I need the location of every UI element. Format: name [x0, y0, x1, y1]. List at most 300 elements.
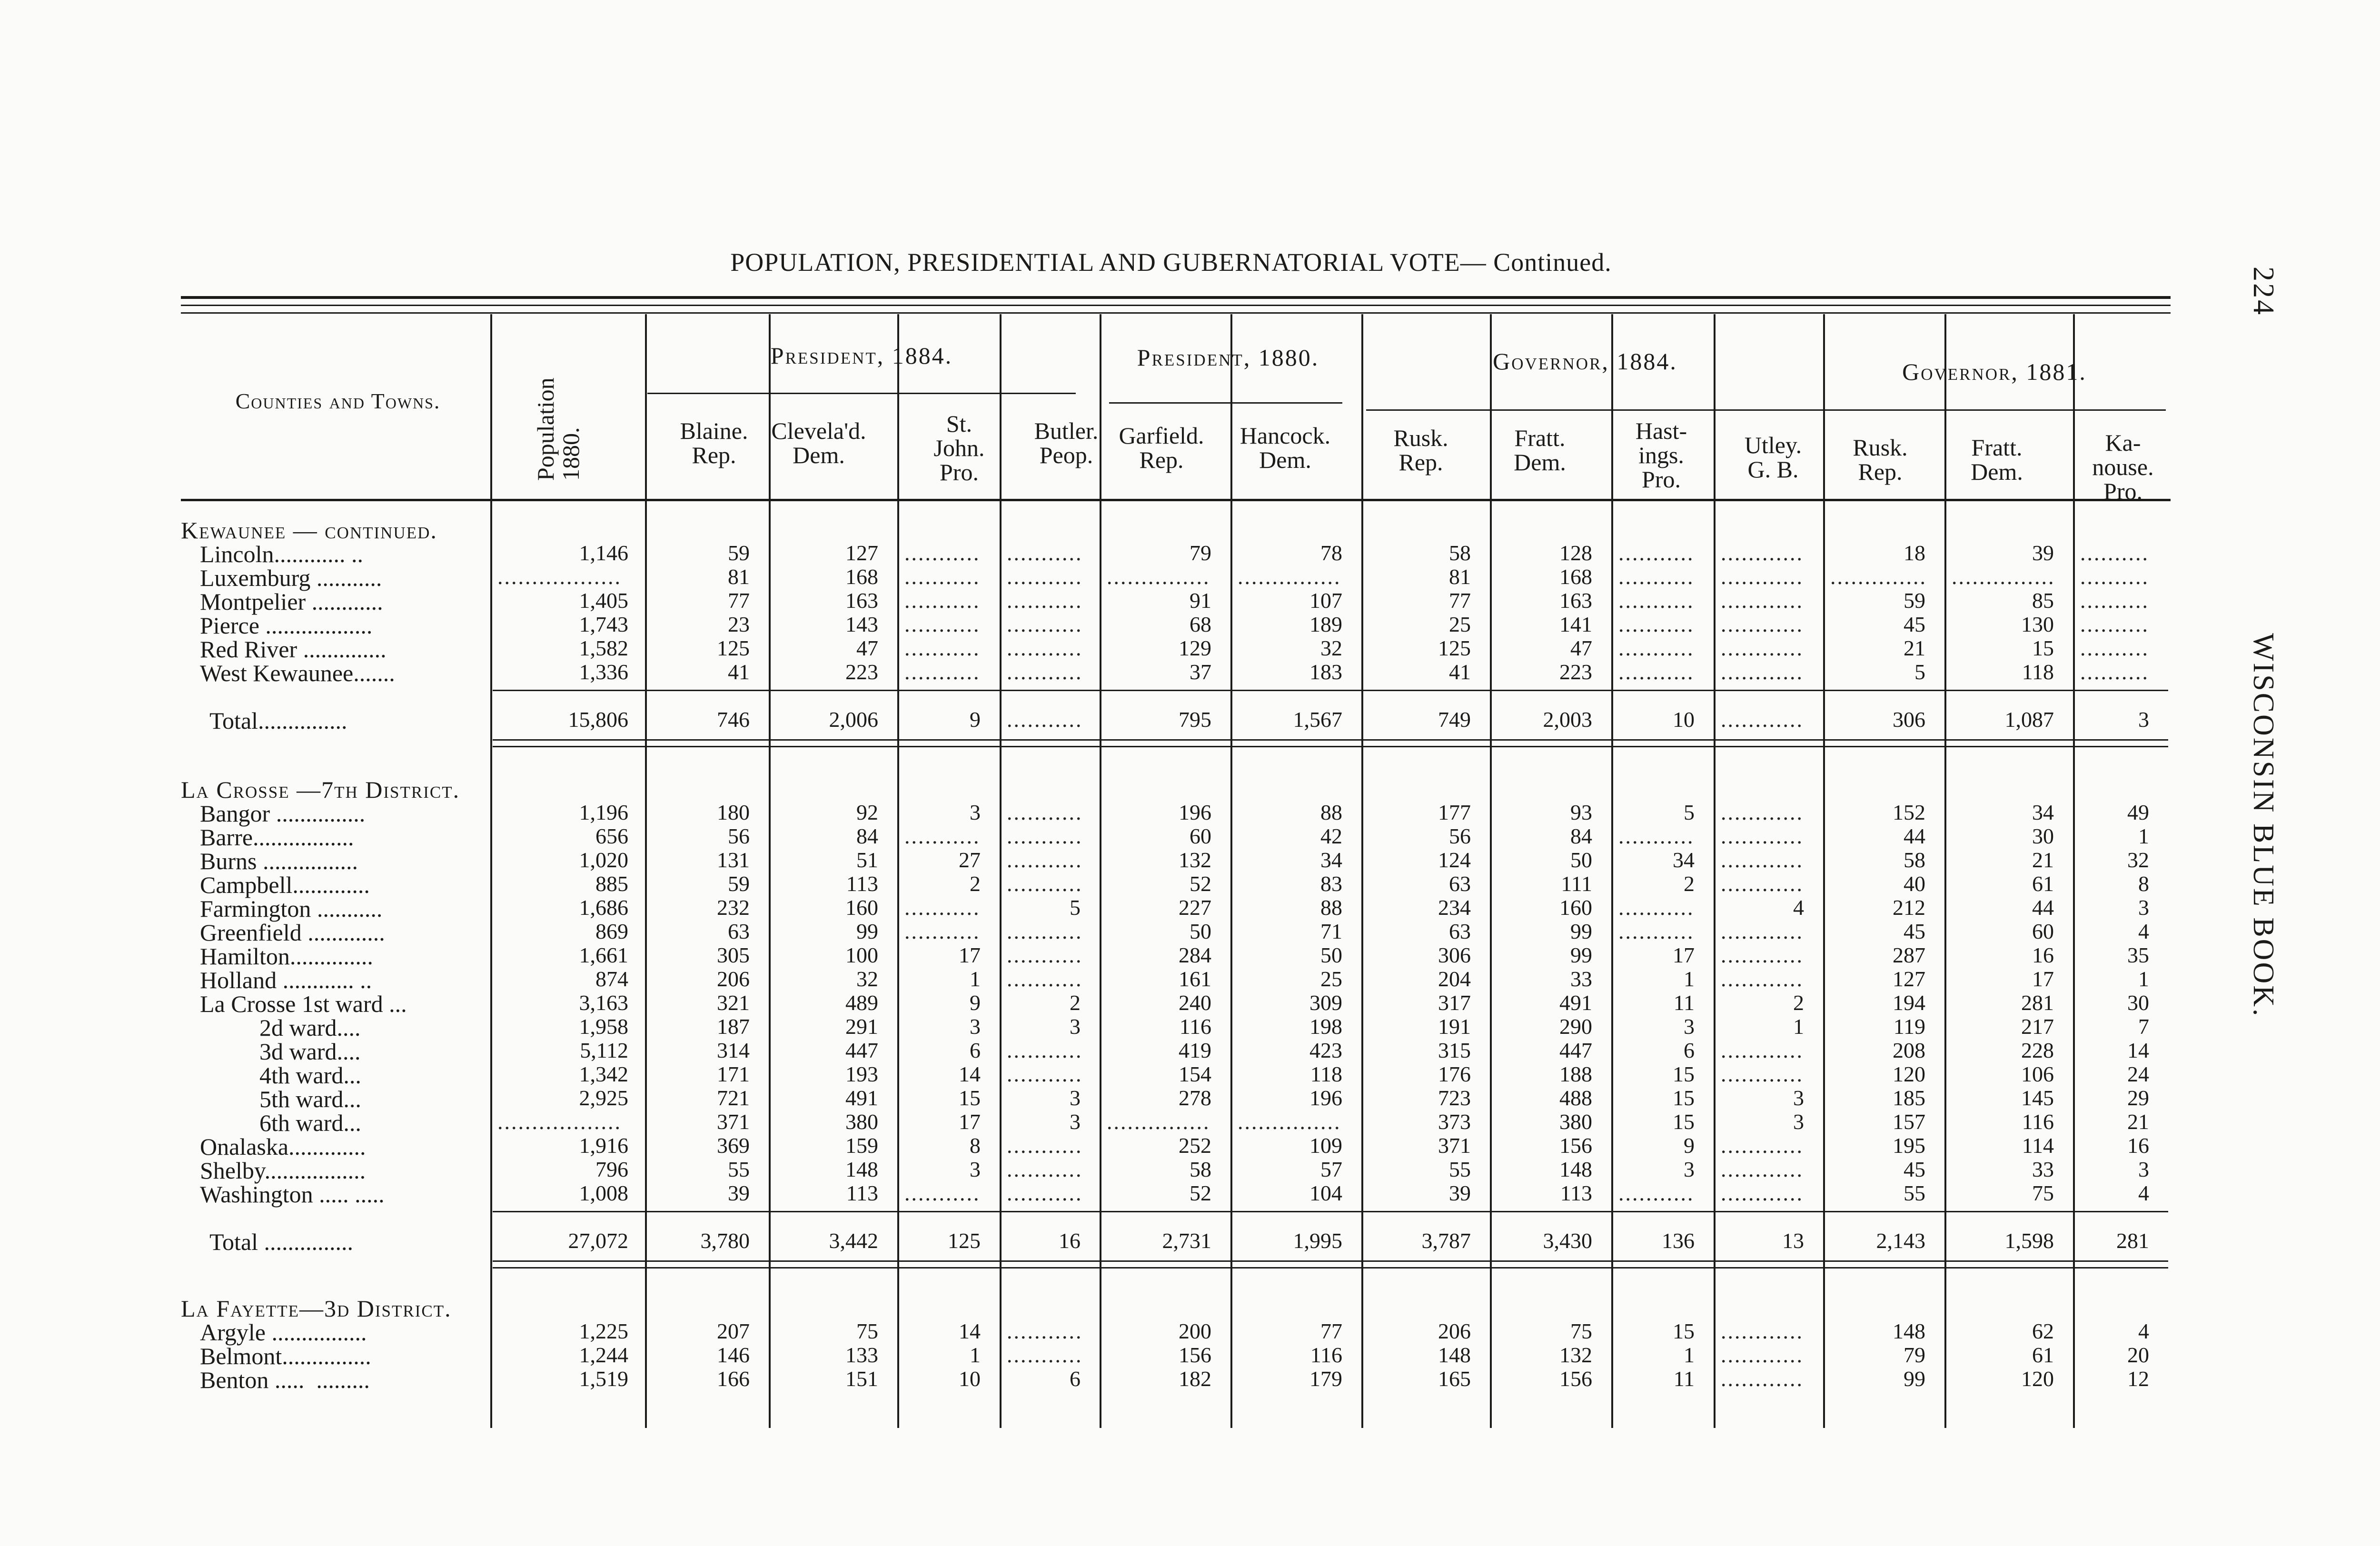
- vote-value: 47: [1570, 636, 1592, 660]
- vote-value: 118: [1310, 1062, 1342, 1086]
- vote-value: 1,146: [579, 541, 628, 565]
- page-number: 224: [2247, 267, 2280, 317]
- town-name: Barre.................: [200, 824, 354, 851]
- empty-cell-dots: ............: [1721, 1343, 1804, 1367]
- empty-cell-dots: ............: [1721, 848, 1804, 872]
- vote-value: 3: [970, 1157, 981, 1181]
- empty-cell-dots: ............: [1721, 800, 1804, 824]
- vote-value: 371: [717, 1110, 750, 1134]
- total-value: 3,787: [1421, 1229, 1471, 1253]
- vote-value: 183: [1309, 660, 1342, 684]
- vote-value: 179: [1309, 1367, 1342, 1391]
- empty-cell-dots: ...........: [904, 895, 981, 920]
- vote-value: 39: [2032, 541, 2054, 565]
- vote-value: 145: [2021, 1086, 2054, 1110]
- vote-value: 15: [1673, 1110, 1695, 1134]
- vote-value: 314: [717, 1038, 750, 1062]
- vote-value: 57: [1320, 1157, 1342, 1181]
- vote-value: 1,336: [579, 660, 628, 684]
- empty-cell-dots: ...........: [1007, 1319, 1083, 1343]
- vote-value: 84: [1570, 824, 1592, 848]
- empty-cell-dots: ...........: [904, 612, 981, 636]
- total-label: Total...............: [209, 707, 347, 734]
- vote-value: 168: [1559, 565, 1592, 589]
- vote-value: 81: [1449, 565, 1471, 589]
- vote-value: 869: [595, 919, 628, 943]
- empty-cell-dots: ...........: [1618, 612, 1695, 636]
- town-name: Belmont...............: [200, 1343, 371, 1369]
- vote-value: 447: [1559, 1038, 1592, 1062]
- town-name: Farmington ...........: [200, 895, 383, 922]
- total-value: 10: [1673, 707, 1695, 732]
- vote-value: 163: [1559, 588, 1592, 613]
- vote-value: 161: [1179, 967, 1211, 991]
- total-value: 1,598: [2004, 1229, 2054, 1253]
- vote-value: 491: [845, 1086, 878, 1110]
- group-header-governor-1881: Governor, 1881.: [1902, 358, 2087, 385]
- vote-value: 16: [2127, 1133, 2149, 1158]
- vote-value: 1,342: [579, 1062, 628, 1086]
- vote-value: 281: [2021, 991, 2054, 1015]
- vote-value: 1: [1684, 967, 1695, 991]
- group-header-governor-1884: Governor, 1884.: [1493, 348, 1677, 375]
- total-value: 13: [1782, 1229, 1804, 1253]
- empty-cell-dots: ...........: [1618, 541, 1695, 565]
- vote-value: 18: [1904, 541, 1925, 565]
- vote-value: 106: [2021, 1062, 2054, 1086]
- empty-cell-dots: ............: [1721, 588, 1804, 613]
- vote-value: 4: [2138, 919, 2149, 943]
- vote-value: 75: [2032, 1181, 2054, 1205]
- empty-cell-dots: ............: [1721, 943, 1804, 967]
- total-value: 3,442: [829, 1229, 878, 1253]
- column-header-line: Pro.: [2103, 478, 2142, 505]
- vote-value: 21: [2127, 1110, 2149, 1134]
- vote-value: 99: [1570, 919, 1592, 943]
- vote-value: 176: [1438, 1062, 1471, 1086]
- total-value: 749: [1438, 707, 1471, 732]
- vote-value: 133: [845, 1343, 878, 1367]
- vote-value: 33: [2032, 1157, 2054, 1181]
- vote-value: 120: [2021, 1367, 2054, 1391]
- total-value: 795: [1179, 707, 1211, 732]
- column-header-line: St.: [946, 410, 972, 437]
- empty-cell-dots: ............: [1721, 612, 1804, 636]
- town-name: La Crosse 1st ward ...: [200, 991, 407, 1017]
- vote-value: 17: [959, 943, 981, 967]
- vote-value: 2,925: [579, 1086, 628, 1110]
- vote-value: 9: [970, 991, 981, 1015]
- column-header: [2068, 431, 2178, 504]
- vote-value: 79: [1190, 541, 1211, 565]
- vote-value: 240: [1179, 991, 1211, 1015]
- vote-value: 17: [2032, 967, 2054, 991]
- vote-value: 41: [728, 660, 750, 684]
- vote-value: 321: [717, 991, 750, 1015]
- total-label: Total ...............: [209, 1229, 354, 1255]
- vote-value: 1,020: [579, 848, 628, 872]
- vote-value: 885: [595, 872, 628, 896]
- vote-value: 119: [1893, 1014, 1925, 1039]
- vote-value: 56: [728, 824, 750, 848]
- column-divider: [490, 314, 492, 1428]
- empty-cell-dots: ...........: [904, 541, 981, 565]
- empty-cell-dots: ...............: [1107, 565, 1210, 589]
- vote-value: 194: [1893, 991, 1925, 1015]
- vote-value: 317: [1438, 991, 1471, 1015]
- group-header-president-1884: President, 1884.: [770, 342, 953, 369]
- vote-value: 7: [2138, 1014, 2149, 1039]
- total-value: 1,995: [1293, 1229, 1342, 1253]
- vote-value: 15: [1673, 1062, 1695, 1086]
- column-header-line: Peop.: [1039, 442, 1093, 468]
- column-header-line: Blaine.: [680, 417, 748, 444]
- vote-value: 1: [970, 967, 981, 991]
- vote-value: 32: [2127, 848, 2149, 872]
- total-value: 1,087: [2004, 707, 2054, 732]
- vote-value: 143: [845, 612, 878, 636]
- empty-cell-dots: ...........: [1007, 636, 1083, 660]
- vote-value: 131: [717, 848, 750, 872]
- vote-value: 447: [845, 1038, 878, 1062]
- vote-value: 2: [1070, 991, 1081, 1015]
- total-double-rule: [493, 739, 2168, 741]
- vote-value: 85: [2032, 588, 2054, 613]
- vote-value: 11: [1673, 1367, 1695, 1391]
- vote-value: 148: [1438, 1343, 1471, 1367]
- vote-value: 75: [1570, 1319, 1592, 1343]
- total-value: 306: [1893, 707, 1925, 732]
- vote-value: 5: [1684, 800, 1695, 824]
- vote-value: 160: [845, 895, 878, 920]
- vote-value: 39: [1449, 1181, 1471, 1205]
- vote-value: 124: [1438, 848, 1471, 872]
- vote-value: 35: [2127, 943, 2149, 967]
- vote-value: 45: [1904, 612, 1925, 636]
- top-rule: [181, 296, 2171, 299]
- column-header: [1366, 426, 1476, 475]
- vote-value: 17: [1673, 943, 1695, 967]
- vote-value: 380: [845, 1110, 878, 1134]
- column-header-line: G. B.: [1747, 456, 1799, 483]
- vote-value: 171: [717, 1062, 750, 1086]
- vote-value: 1,405: [579, 588, 628, 613]
- empty-cell-dots: ...........: [1007, 967, 1083, 991]
- county-heading: La Crosse —7th District.: [181, 776, 460, 803]
- vote-value: 1,519: [579, 1367, 628, 1391]
- vote-value: 52: [1190, 1181, 1211, 1205]
- vote-value: 125: [717, 636, 750, 660]
- empty-cell-dots: ...............: [1238, 1110, 1341, 1134]
- town-name: Pierce ..................: [200, 612, 373, 639]
- empty-cell-dots: ...........: [1007, 565, 1083, 589]
- vote-value: 52: [1190, 872, 1211, 896]
- vote-value: 3: [2138, 1157, 2149, 1181]
- empty-cell-dots: ............: [1721, 1181, 1804, 1205]
- vote-value: 223: [1559, 660, 1592, 684]
- vote-value: 200: [1179, 1319, 1211, 1343]
- total-value: 1,567: [1293, 707, 1342, 732]
- vote-value: 16: [2032, 943, 2054, 967]
- total-value: 746: [717, 707, 750, 732]
- vote-value: 113: [846, 872, 878, 896]
- top-rule-3: [181, 312, 2171, 314]
- vote-value: 232: [717, 895, 750, 920]
- vote-value: 127: [845, 541, 878, 565]
- column-header-line: Dem.: [1259, 446, 1311, 473]
- empty-cell-dots: ...........: [1618, 919, 1695, 943]
- vote-value: 113: [846, 1181, 878, 1205]
- vote-value: 3: [970, 1014, 981, 1039]
- vote-value: 369: [717, 1133, 750, 1158]
- vote-value: 191: [1438, 1014, 1471, 1039]
- empty-cell-dots: ...........: [1007, 919, 1083, 943]
- total-value: 2,143: [1876, 1229, 1925, 1253]
- column-header-line: Dem.: [1514, 449, 1566, 476]
- vote-value: 116: [2022, 1110, 2054, 1134]
- column-header: [1942, 436, 2052, 484]
- empty-cell-dots: ............: [1721, 967, 1804, 991]
- vote-value: 141: [1559, 612, 1592, 636]
- vote-value: 160: [1559, 895, 1592, 920]
- vote-value: 55: [1449, 1157, 1471, 1181]
- empty-cell-dots: ...........: [1618, 588, 1695, 613]
- vote-value: 6: [1070, 1367, 1081, 1391]
- town-name: Bangor ...............: [200, 800, 366, 827]
- vote-value: 3: [1684, 1157, 1695, 1181]
- vote-value: 21: [1904, 636, 1925, 660]
- vote-value: 3: [1070, 1014, 1081, 1039]
- vote-value: 3,163: [579, 991, 628, 1015]
- town-name: Holland ............ ..: [200, 967, 372, 993]
- vote-value: 146: [717, 1343, 750, 1367]
- vote-value: 88: [1320, 800, 1342, 824]
- vote-value: 156: [1179, 1343, 1211, 1367]
- vote-value: 6: [1684, 1038, 1695, 1062]
- vote-value: 132: [1559, 1343, 1592, 1367]
- vote-value: 159: [845, 1133, 878, 1158]
- vote-value: 55: [1904, 1181, 1925, 1205]
- vote-value: 116: [1179, 1014, 1211, 1039]
- vote-value: 193: [845, 1062, 878, 1086]
- empty-cell-dots: ............: [1721, 1062, 1804, 1086]
- vote-value: 488: [1559, 1086, 1592, 1110]
- vote-value: 217: [2021, 1014, 2054, 1039]
- vote-value: 32: [856, 967, 878, 991]
- column-header-line: Rep.: [1139, 446, 1184, 473]
- vote-value: 37: [1190, 660, 1211, 684]
- empty-cell-dots: ..........: [2080, 660, 2149, 684]
- vote-value: 88: [1320, 895, 1342, 920]
- vote-value: 34: [1673, 848, 1695, 872]
- total-value: 125: [948, 1229, 981, 1253]
- vote-value: 380: [1559, 1110, 1592, 1134]
- empty-cell-dots: ...........: [1007, 660, 1083, 684]
- vote-value: 3: [970, 800, 981, 824]
- subtotal-rule: [493, 690, 2168, 691]
- vote-value: 1,225: [579, 1319, 628, 1343]
- vote-value: 306: [1438, 943, 1471, 967]
- empty-cell-dots: ...........: [1007, 1343, 1083, 1367]
- empty-cell-dots: ...............: [1238, 565, 1341, 589]
- vote-value: 148: [1559, 1157, 1592, 1181]
- column-header-line: Butler.: [1034, 417, 1099, 444]
- vote-value: 371: [1438, 1133, 1471, 1158]
- empty-cell-dots: ............: [1721, 707, 1804, 732]
- vote-value: 423: [1309, 1038, 1342, 1062]
- total-value: 281: [2116, 1229, 2149, 1253]
- vote-value: 59: [1904, 588, 1925, 613]
- total-value: 3,430: [1543, 1229, 1592, 1253]
- empty-cell-dots: ...........: [1007, 1157, 1083, 1181]
- vote-value: 1,008: [579, 1181, 628, 1205]
- vote-value: 206: [717, 967, 750, 991]
- vote-value: 278: [1179, 1086, 1211, 1110]
- vote-value: 11: [1673, 991, 1695, 1015]
- vote-value: 78: [1320, 541, 1342, 565]
- town-name: 5th ward...: [200, 1086, 361, 1112]
- town-name: Lincoln............ ..: [200, 541, 364, 567]
- vote-value: 17: [959, 1110, 981, 1134]
- column-header: [1012, 419, 1121, 467]
- total-value: 2,003: [1543, 707, 1592, 732]
- vote-value: 148: [1893, 1319, 1925, 1343]
- vote-value: 83: [1320, 872, 1342, 896]
- column-header-line: Rusk.: [1393, 425, 1448, 451]
- group-rule: [647, 393, 1076, 394]
- empty-cell-dots: ...........: [1007, 943, 1083, 967]
- column-header: [659, 419, 769, 467]
- vote-value: 58: [1904, 848, 1925, 872]
- subtotal-rule: [493, 1211, 2168, 1212]
- vote-value: 1: [2138, 967, 2149, 991]
- vote-value: 188: [1559, 1062, 1592, 1086]
- vote-value: 29: [2127, 1086, 2149, 1110]
- vote-value: 290: [1559, 1014, 1592, 1039]
- empty-cell-dots: ..........: [2080, 565, 2149, 589]
- vote-value: 874: [595, 967, 628, 991]
- town-name: Greenfield .............: [200, 919, 385, 946]
- town-name: 3d ward....: [200, 1038, 361, 1065]
- vote-value: 177: [1438, 800, 1471, 824]
- empty-cell-dots: ............: [1721, 1038, 1804, 1062]
- vote-value: 1: [2138, 824, 2149, 848]
- column-header: [904, 412, 1014, 485]
- group-rule: [1109, 402, 1342, 404]
- empty-cell-dots: ...........: [1007, 541, 1083, 565]
- vote-value: 168: [845, 565, 878, 589]
- town-name: Luxemburg ...........: [200, 565, 382, 591]
- empty-cell-dots: ..........: [2080, 541, 2149, 565]
- vote-value: 51: [856, 848, 878, 872]
- county-heading: Kewaunee — continued.: [181, 517, 437, 544]
- vote-value: 723: [1438, 1086, 1471, 1110]
- empty-cell-dots: ............: [1721, 660, 1804, 684]
- empty-cell-dots: ............: [1721, 872, 1804, 896]
- vote-value: 1,958: [579, 1014, 628, 1039]
- vote-value: 187: [717, 1014, 750, 1039]
- vote-value: 656: [595, 824, 628, 848]
- town-name: Burns ................: [200, 848, 358, 874]
- vote-value: 81: [728, 565, 750, 589]
- vote-value: 61: [2032, 1343, 2054, 1367]
- vote-value: 489: [845, 991, 878, 1015]
- vote-value: 148: [845, 1157, 878, 1181]
- empty-cell-dots: ...............: [1952, 565, 2055, 589]
- vote-value: 25: [1320, 967, 1342, 991]
- vote-value: 157: [1893, 1110, 1925, 1134]
- running-head: WISCONSIN BLUE BOOK.: [2247, 633, 2280, 1018]
- column-header: [764, 419, 873, 467]
- total-value: 16: [1059, 1229, 1081, 1253]
- column-header-line: ings.: [1638, 442, 1684, 468]
- vote-value: 120: [1893, 1062, 1925, 1086]
- total-value: 3,780: [700, 1229, 750, 1253]
- counties-header: Counties and Towns.: [235, 389, 441, 413]
- vote-value: 284: [1179, 943, 1211, 967]
- vote-value: 41: [1449, 660, 1471, 684]
- vote-value: 77: [1320, 1319, 1342, 1343]
- vote-value: 212: [1893, 895, 1925, 920]
- empty-cell-dots: ...........: [1007, 824, 1083, 848]
- vote-value: 34: [1320, 848, 1342, 872]
- county-heading: La Fayette—3d District.: [181, 1295, 452, 1322]
- column-header: [1825, 436, 1935, 484]
- town-name: Benton ..... .........: [200, 1367, 370, 1393]
- vote-value: 107: [1309, 588, 1342, 613]
- vote-value: 60: [1190, 824, 1211, 848]
- empty-cell-dots: ...........: [904, 919, 981, 943]
- vote-value: 99: [1904, 1367, 1925, 1391]
- column-header: [1606, 419, 1716, 492]
- vote-value: 1,916: [579, 1133, 628, 1158]
- empty-cell-dots: ............: [1721, 541, 1804, 565]
- vote-value: 45: [1904, 919, 1925, 943]
- vote-value: 14: [959, 1062, 981, 1086]
- empty-cell-dots: ...........: [1007, 1038, 1083, 1062]
- town-name: 2d ward....: [200, 1014, 361, 1041]
- empty-cell-dots: ............: [1721, 919, 1804, 943]
- town-name: 4th ward...: [200, 1062, 361, 1089]
- vote-value: 62: [2032, 1319, 2054, 1343]
- vote-value: 198: [1309, 1014, 1342, 1039]
- empty-cell-dots: ..............: [1830, 565, 1927, 589]
- vote-value: 315: [1438, 1038, 1471, 1062]
- empty-cell-dots: ...........: [904, 588, 981, 613]
- vote-value: 305: [717, 943, 750, 967]
- vote-value: 15: [959, 1086, 981, 1110]
- total-value: 136: [1662, 1229, 1695, 1253]
- column-header-line: Pro.: [1642, 466, 1681, 493]
- vote-value: 99: [856, 919, 878, 943]
- vote-value: 40: [1904, 872, 1925, 896]
- empty-cell-dots: ...........: [1007, 1181, 1083, 1205]
- vote-value: 252: [1179, 1133, 1211, 1158]
- empty-cell-dots: ..........: [2080, 612, 2149, 636]
- column-header-line: Rep.: [1858, 458, 1903, 485]
- vote-value: 3: [2138, 895, 2149, 920]
- vote-value: 204: [1438, 967, 1471, 991]
- vote-value: 23: [728, 612, 750, 636]
- column-header-line: John.: [933, 435, 985, 461]
- vote-value: 132: [1179, 848, 1211, 872]
- total-double-rule: [493, 1267, 2168, 1269]
- vote-value: 25: [1449, 612, 1471, 636]
- vote-value: 47: [856, 636, 878, 660]
- town-name: Hamilton..............: [200, 943, 373, 970]
- vote-value: 15: [1673, 1086, 1695, 1110]
- empty-cell-dots: ............: [1721, 824, 1804, 848]
